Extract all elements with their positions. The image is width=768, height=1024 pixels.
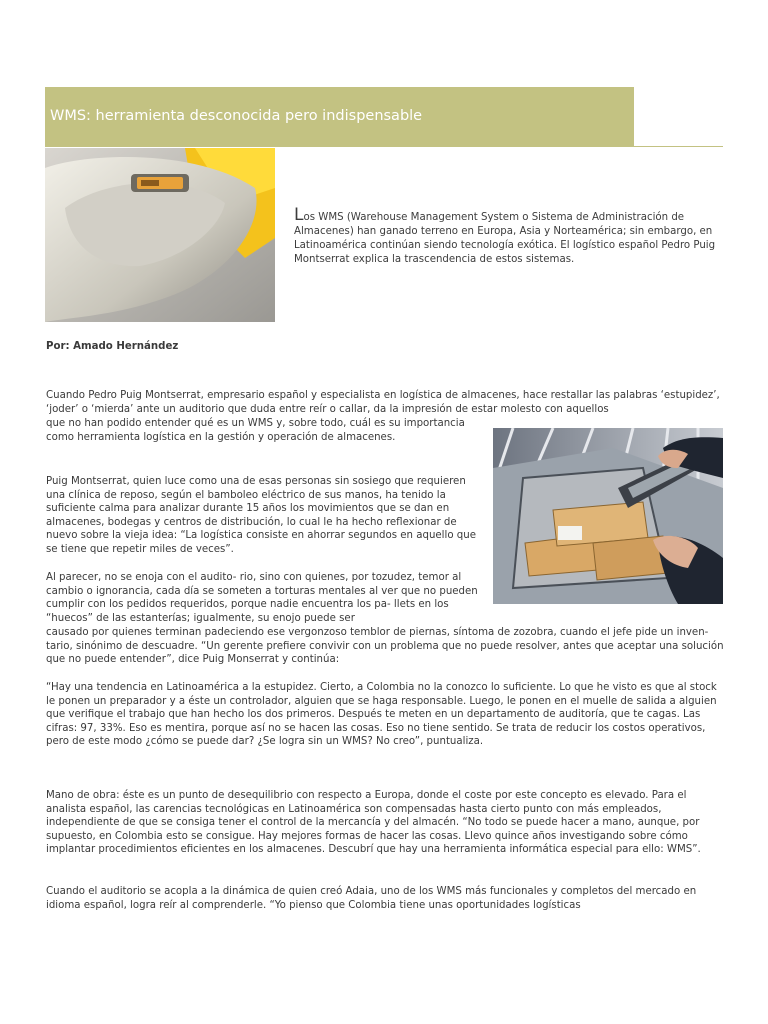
title-underline [45, 146, 723, 147]
paragraph-1-part-b: que no han podido entender qué es un WMS y, sobre todo, cuál es su importancia como herramienta logística en la gestión y operación de almacenes. [46, 418, 465, 443]
article-title: WMS: herramienta desconocida pero indispensable [50, 108, 423, 124]
paragraph-4: “Hay una tendencia en Latinoamérica a la estupidez. Cierto, a Colombia no la conozco lo suficiente. Lo que he visto es que al stock le ponen un preparador y a éste un controlador, alguien que se haga responsable. Luego, le ponen en el muelle de salida a alguien que verifique el trabajo que han hecho los dos primeros. Después te meten en un departamento de auditoría, que te cagas. Las cifras: 97, 33%. Eso es mentira, porque así no se hacen las cosas. Eso no tiene sentido. Se trata de reducir los costos operativos, pero de este modo ¿cómo se puede dar? ¿Se logra sin un WMS? No creo”, puntualiza. [46, 682, 717, 748]
paragraph-6: Cuando el auditorio se acopla a la dinámica de quien creó Adaia, uno de los WMS más funcionales y completos del mercado en idioma español, logra reír al comprenderle. “Yo pienso que Colombia tiene unas oportunidades logísticas [46, 886, 697, 911]
paragraph-5: Mano de obra: éste es un punto de desequilibrio con respecto a Europa, donde el coste por este concepto es elevado. Para el analista español, las carencias tecnológicas en Latinoamérica son compensadas hasta cierto punto con más empleados, independiente de que se consiga tener el control de la mercancía y del almacén. “No todo se puede hacer a mano, aunque, por supuesto, en Colombia esto se consigue. Hay mejores formas de hacer las cosas. Llevo quince años investigando sobre cómo implantar procedimientos eficientes en los almacenes. Descubrí que hay una herramienta informática especial para ello: WMS”. [46, 790, 701, 856]
warehouse-photo [493, 428, 723, 604]
scanner-photo [45, 148, 275, 322]
paragraph-3-part-b: causado por quienes terminan padeciendo ese vergonzoso temblor de piernas, síntoma de zozobra, cuando el jefe pide un inven- tario, sinónimo de descuadre. “Un gerente prefiere convivir con un problema que no puede resolver, antes que aceptar una solución que no puede entender”, dice Puig Monserrat y continúa: [46, 627, 724, 666]
paragraph-2: Puig Montserrat, quien luce como una de esas personas sin sosiego que requieren una clínica de reposo, según el bamboleo eléctrico de sus manos, ha tenido la suficiente calma para analizar durante 15 años los movimientos que se dan en almacenes, bodegas y centros de distribución, lo cual le ha hecho reflexionar de nuevo sobre la vieja idea: “La logística consiste en ahorrar segundos en aquello que se tiene que repetir miles de veces”. [46, 476, 477, 555]
intro-text: os WMS (Warehouse Management System o Sistema de Administración de Almacenes) han ganado terreno en Europa, Asia y Norteamérica; sin embargo, en Latinoamérica continúan siendo tecnología exótica. El logístico español Pedro Puig Montserrat explica la trascendencia de estos sistemas. [294, 212, 716, 265]
paragraph-3-part-a: Al parecer, no se enoja con el audito- rio, sino con quienes, por tozudez, temor al cambio o ignorancia, cada día se someten a torturas mentales al ver que no pueden cumplir con los pedidos requeridos, porque nadie encuentra los pa- llets en los “huecos” de las estanterías; igualmente, su enojo puede ser [46, 572, 478, 624]
intro-paragraph [294, 205, 722, 267]
drop-cap: L [294, 205, 304, 225]
author-byline: Por: Amado Hernández [46, 341, 179, 352]
paragraph-1-part-a: Cuando Pedro Puig Montserrat, empresario español y especialista en logística de almacenes, hace restallar las palabras ‘estupidez’, ‘joder’ o ‘mierda’ ante un auditorio que duda entre reír o callar, da la impresión de estar molesto con aquellos [46, 390, 720, 415]
